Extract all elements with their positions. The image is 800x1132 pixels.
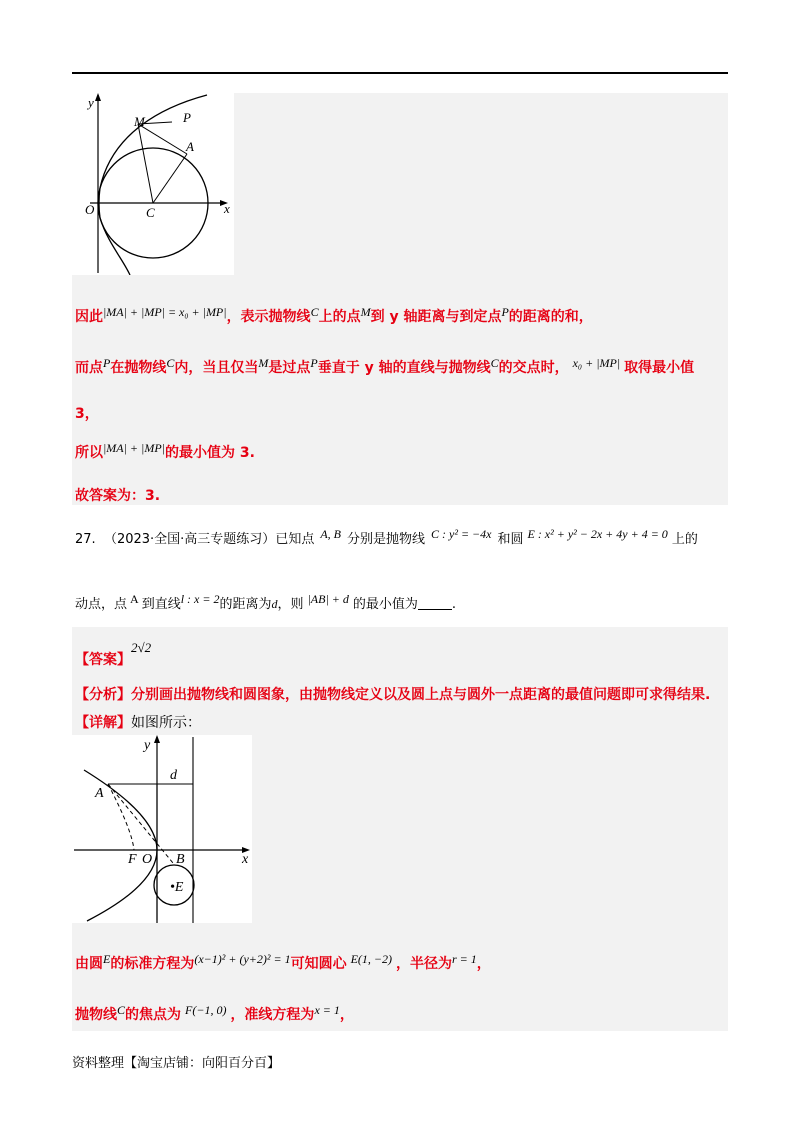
text: 取得最小值: [624, 360, 695, 376]
text: 而点: [75, 360, 103, 376]
var-m: M: [360, 305, 371, 319]
text: 可知圆心: [290, 956, 347, 972]
analysis-line: [75, 684, 710, 704]
solution1-line4: [75, 441, 255, 462]
var-c: C: [310, 305, 319, 319]
var-c: C: [166, 356, 175, 370]
solution1-line1: [75, 305, 593, 326]
var-p: P: [310, 356, 318, 370]
formula: E(1, −2): [350, 952, 392, 966]
fig1-label-m: M: [134, 114, 145, 129]
formula: F(−1, 0): [185, 1003, 227, 1017]
question-27-line1: [75, 527, 698, 547]
text: 的焦点为: [125, 1007, 182, 1023]
fig2-label-d: d: [170, 768, 177, 783]
formula: x₀ + |MP|: [572, 356, 621, 370]
text: 的交点时，: [498, 360, 569, 376]
var-p: P: [501, 305, 509, 319]
text: 垂直于 y 轴的直线与抛物线: [317, 360, 491, 376]
fig2-label-e: •E: [170, 880, 184, 895]
formula: l : x = 2: [180, 592, 220, 606]
question-number: 27.: [75, 532, 96, 547]
formula: |MA| + |MP| = x₀ + |MP|: [103, 305, 227, 319]
text: 是过点: [268, 360, 311, 376]
var-e: E: [103, 952, 111, 966]
fig2-label-o: O: [142, 852, 153, 867]
text: .: [451, 597, 457, 612]
formula: x = 1: [314, 1003, 340, 1017]
answer-blank: [418, 597, 452, 610]
var-a: A: [130, 592, 139, 606]
fig1-label-o: O: [85, 202, 95, 217]
var-c: C: [490, 356, 499, 370]
answer-line: [75, 640, 151, 669]
formula: r = 1: [452, 952, 477, 966]
solution2-line1: [75, 952, 491, 973]
text: ，: [476, 956, 491, 972]
fig2-label-a: A: [95, 786, 104, 801]
fig2-label-x: x: [242, 852, 249, 867]
fig2-label-f: F: [128, 852, 137, 867]
analysis-label: 【分析】: [75, 687, 131, 703]
var-d: d: [271, 597, 278, 611]
parabola-circle-diagram: [72, 93, 234, 275]
question-source: （2023·全国·高三专题练习）: [103, 532, 276, 547]
solution1-line5: 故答案为：3.: [75, 488, 161, 504]
text: 所以: [75, 445, 103, 461]
text: 由圆: [75, 956, 103, 972]
formula: C : y² = −4x: [431, 527, 492, 541]
text: 上的: [671, 532, 698, 547]
detail-text: 如图所示：: [131, 715, 201, 731]
parabola-circle-diagram-2: [72, 735, 252, 923]
fig1-label-x: x: [224, 201, 230, 216]
fig1-label-c: C: [146, 205, 155, 220]
text: 抛物线: [75, 1007, 117, 1023]
text: 的最小值为 3.: [164, 445, 255, 461]
solution1-line3: 3，: [75, 406, 99, 422]
detail-line: [75, 712, 201, 732]
detail-label: 【详解】: [75, 715, 131, 731]
fig1-label-y: y: [88, 95, 94, 110]
text: 在抛物线: [110, 360, 167, 376]
text: 分别是抛物线: [347, 532, 426, 547]
text: 上的点: [318, 309, 361, 325]
text: 的标准方程为: [110, 956, 195, 972]
solution1-line2: [75, 356, 694, 377]
fig2-label-b: B: [176, 852, 185, 867]
var-m: M: [258, 356, 269, 370]
footer: 资料整理【淘宝店铺：向阳百分百】: [72, 1056, 281, 1071]
text: ，: [339, 1007, 354, 1023]
text: 和圆: [497, 532, 524, 547]
fig2-label-y: y: [144, 738, 151, 753]
analysis-text: 分别画出抛物线和圆图象，由抛物线定义以及圆上点与圆外一点距离的最值问题即可求得结果.: [131, 687, 711, 703]
formula: |MA| + |MP|: [103, 441, 165, 455]
text: 的距离为: [219, 597, 272, 612]
text: 的最小值为: [352, 597, 418, 612]
formula: E : x² + y² − 2x + 4y + 4 = 0: [527, 527, 668, 541]
text: 已知点: [275, 532, 315, 547]
text: 的距离的和，: [508, 309, 593, 325]
text: 因此: [75, 309, 103, 325]
formula: A, B: [320, 527, 341, 541]
text: 到直线: [141, 597, 181, 612]
text: ，表示抛物线: [226, 309, 311, 325]
var-c: C: [117, 1003, 126, 1017]
text: 到 y 轴距离与到定点: [370, 309, 502, 325]
fig1-label-p: P: [183, 110, 191, 125]
text: ，准线方程为: [230, 1007, 315, 1023]
answer-value: 2√2: [131, 640, 152, 655]
var-p: P: [103, 356, 111, 370]
formula: (x−1)² + (y+2)² = 1: [194, 952, 291, 966]
fig1-label-a: A: [186, 139, 194, 154]
figure-2: [72, 735, 252, 923]
question-27-line2: [75, 592, 456, 612]
text: 内，当且仅当: [174, 360, 259, 376]
figure-1: [72, 93, 234, 275]
text: ，则: [277, 597, 304, 612]
header-rule: [72, 72, 728, 74]
formula: |AB| + d: [307, 592, 349, 606]
answer-label: 【答案】: [75, 652, 131, 668]
text: ，半径为: [396, 956, 452, 972]
solution2-line2: [75, 1003, 354, 1024]
text: 动点，点: [75, 597, 128, 612]
